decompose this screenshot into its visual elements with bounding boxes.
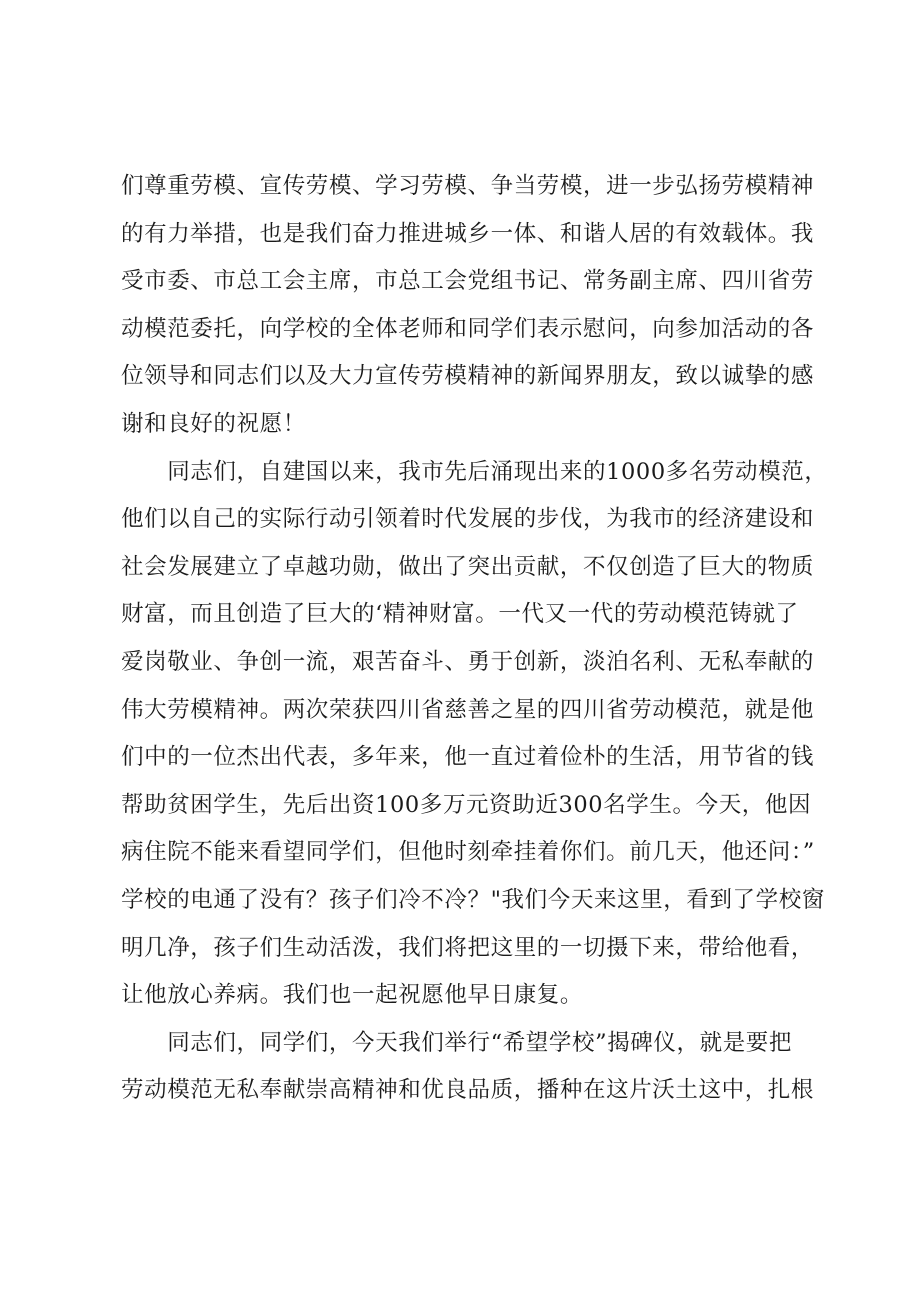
paragraph-2-line-6: 伟大劳模精神。两次荣获四川省慈善之星的四川省劳动模范，就是他 (121, 696, 815, 723)
paragraph-3-line-1: 同志们，同学们，今天我们举行“希望学校”揭碑仪，就是要把 (121, 1029, 793, 1056)
paragraph-1-line-2: 的有力举措，也是我们奋力推进城乡一体、和谐人居的有效载体。我 (121, 220, 815, 247)
paragraph-2-line-3: 社会发展建立了卓越功勋，做出了突出贡献，不仅创造了巨大的物质 (121, 553, 815, 580)
paragraph-2-line-1: 同志们，自建国以来，我市先后涌现出来的1000多名劳动模范， (121, 458, 828, 485)
paragraph-2-line-12: 让他放心养病。我们也一起祝愿他早日康复。 (121, 982, 584, 1009)
paragraph-2-line-8: 帮助贫困学生，先后出资100多万元资助近300名学生。今天，他因 (121, 791, 812, 818)
paragraph-1-line-4: 动模范委托，向学校的全体老师和同学们表示慰问，向参加活动的各 (121, 315, 815, 342)
paragraph-2-line-2: 他们以自己的实际行动引领着时代发展的步伐，为我市的经济建设和 (121, 506, 815, 533)
paragraph-1-line-5: 位领导和同志们以及大力宣传劳模精神的新闻界朋友，致以诚挚的感 (121, 363, 815, 390)
paragraph-2-line-7: 们中的一位杰出代表，多年来，他一直过着俭朴的生活，用节省的钱 (121, 744, 815, 771)
paragraph-2-line-9: 病住院不能来看望同学们，但他时刻牵挂着你们。前几天，他还问：” (121, 839, 815, 866)
paragraph-1-line-6: 谢和良好的祝愿！ (121, 410, 306, 437)
document-body (121, 163, 841, 1115)
paragraph-1-line-1: 们尊重劳模、宣传劳模、学习劳模、争当劳模，进一步弘扬劳模精神 (121, 173, 815, 199)
paragraph-2-line-10: 学校的电通了没有？孩子们冷不冷？"我们今天来这里，看到了学校窗 (121, 886, 825, 913)
paragraph-2-line-5: 爱岗敬业、争创一流，艰苦奋斗、勇于创新，淡泊名利、无私奉献的 (121, 648, 815, 675)
paragraph-1-line-3: 受市委、市总工会主席，市总工会党组书记、常务副主席、四川省劳 (121, 268, 815, 295)
paragraph-2-line-11: 明几净，孩子们生动活泼，我们将把这里的一切摄下来，带给他看， (121, 934, 815, 961)
paragraph-2-line-4: 财富，而且创造了巨大的‘精神财富。一代又一代的劳动模范铸就了 (121, 601, 799, 628)
paragraph-3-line-2: 劳动模范无私奉献崇高精神和优良品质，播种在这片沃土这中，扎根 (121, 1077, 815, 1104)
